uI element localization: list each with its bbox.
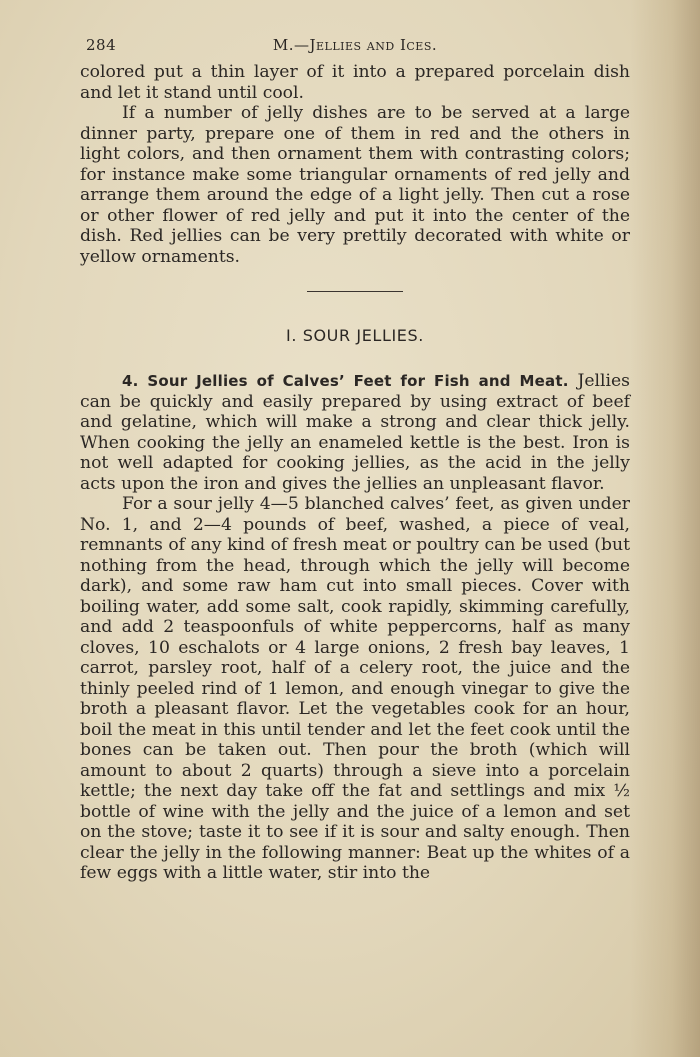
- running-title: M.—Jellies and Ices.: [272, 36, 438, 54]
- recipe-title: 4. Sour Jellies of Calves’ Feet for Fish and Meat.: [122, 372, 569, 390]
- paragraph-continued: colored put a thin layer of it into a prepared porcelain dish and let it stand until cool.: [80, 62, 630, 103]
- page-number: 284: [86, 36, 117, 54]
- recipe-body-paragraph: For a sour jelly 4—5 blanched calves’ feet, as given under No. 1, and 2—4 pounds of beef, washed, a piece of veal, remnants of any kind of fresh meat or poultry can be used (but nothing from the head, through which the jelly will become dark), and some raw ham cut into small pieces. Cover with boiling water, add some salt, cook rapidly, skimming carefully, and add 2 teaspoonfuls of white peppercorns, half as many cloves, 10 eschalots or 4 large onions, 2 fresh bay leaves, 1 carrot, parsley root, half of a celery root, the juice and the thinly peeled rind of 1 lemon, and enough vinegar to give the broth a pleasant flavor. Let the vegetables cook for an hour, boil the meat in this until tender and let the feet cook until the bones can be taken out. Then pour the broth (which will amount to about 2 quarts) through a sieve into a porcelain kettle; the next day take off the fat and settlings and mix ½ bottle of wine with the jelly and the juice of a lemon and set on the stove; taste it to see if it is sour and salty enough. Then clear the jelly in the following manner: Beat up the whites of a few eggs with a little water, stir into the: [80, 494, 630, 883]
- recipe-intro-paragraph: [80, 371, 630, 494]
- paragraph-decoration: If a number of jelly dishes are to be served at a large dinner party, prepare one of them in red and the others in light colors, and then ornament them with contrasting colors; for instance make some triangular ornaments of red jelly and arrange them around the edge of a light jelly. Then cut a rose or other flower of red jelly and put it into the center of the dish. Red jellies can be very prettily decorated with white or yellow ornaments.: [80, 103, 630, 267]
- recipe-intro-text: Jellies can be quickly and easily prepared by using extract of beef and gelatine, which will make a strong and clear thick jelly. When cooking the jelly an enameled kettle is the best. Iron is not well adapted for cooking jellies, as the acid in the jelly acts upon the iron and gives the jellies an unpleasant flavor.: [80, 371, 630, 494]
- running-head: [80, 36, 630, 62]
- page-content: [80, 36, 630, 884]
- section-heading: I. SOUR JELLIES.: [286, 326, 424, 345]
- page-edge-shadow: [630, 0, 700, 1057]
- section-divider: [307, 291, 403, 292]
